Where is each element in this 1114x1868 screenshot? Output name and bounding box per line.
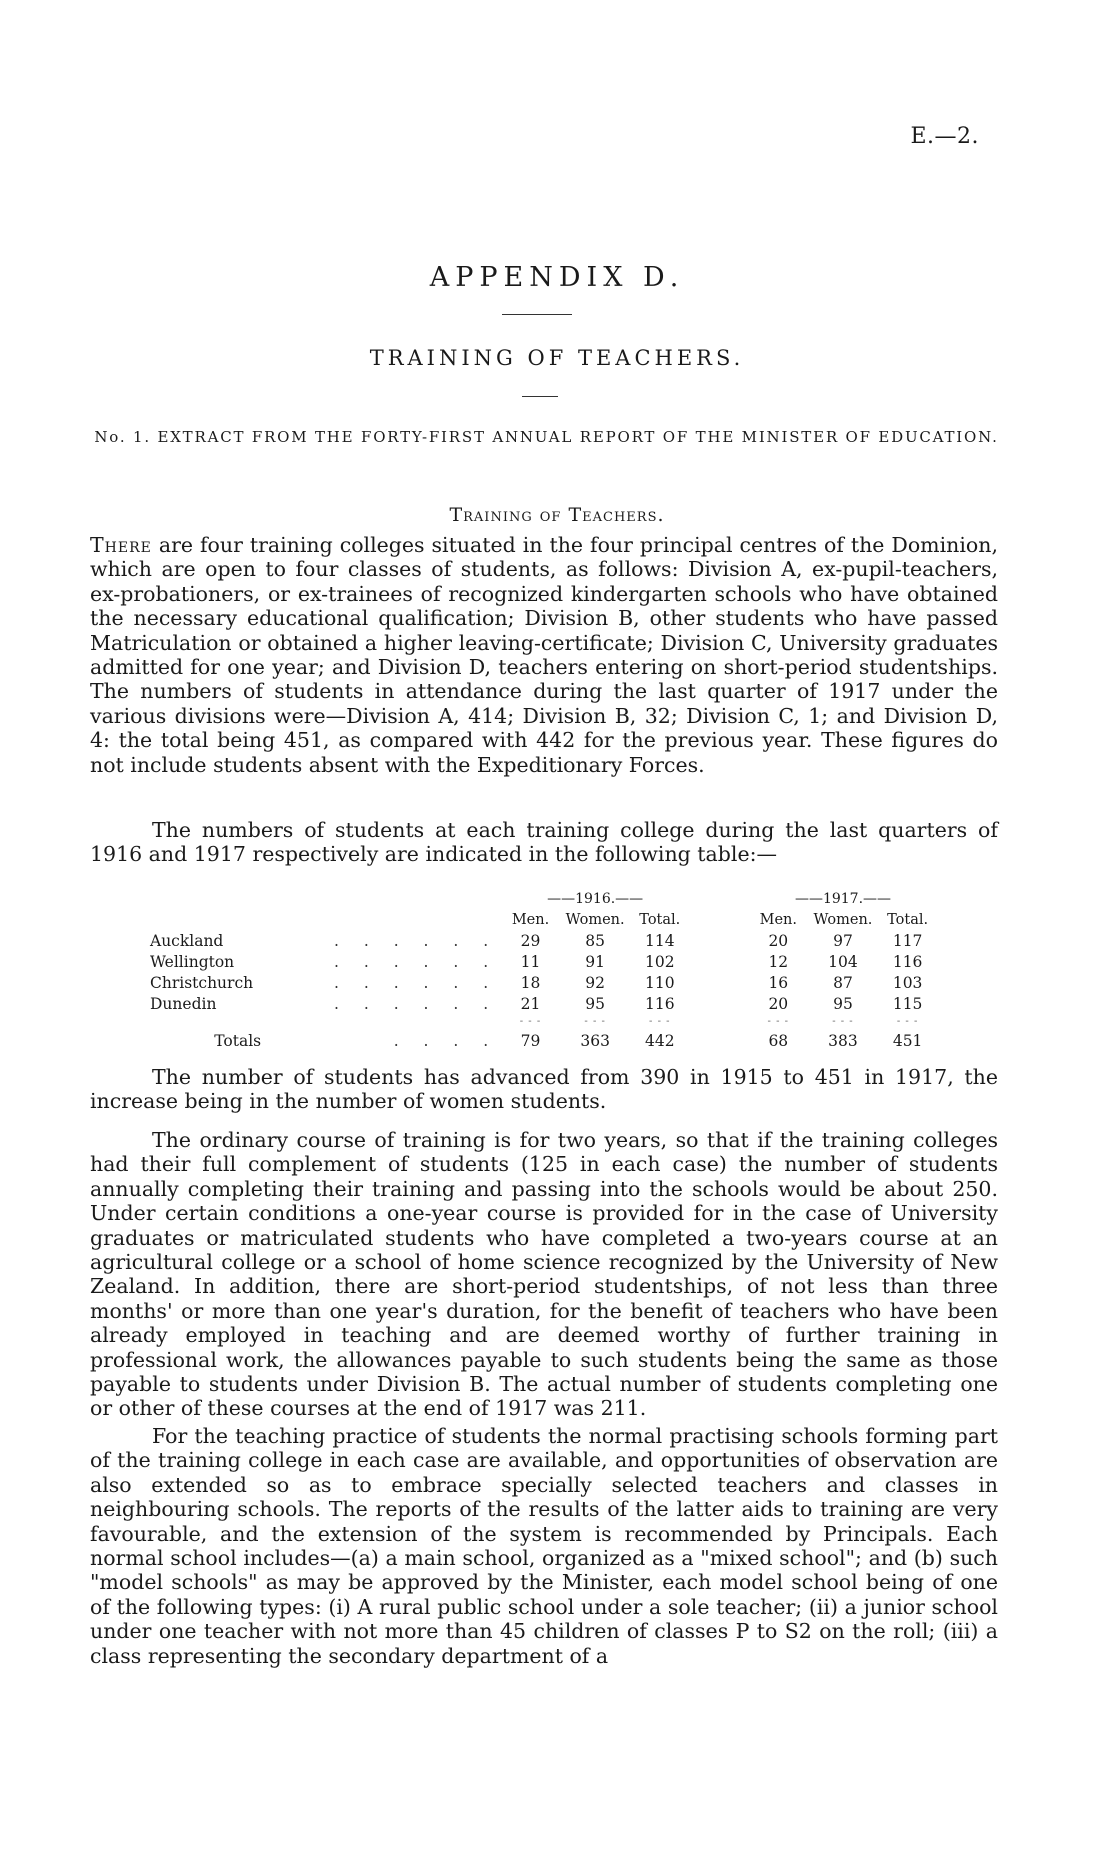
table-cell: 85 (585, 931, 606, 950)
table-cell: 442 (644, 1032, 675, 1050)
page-reference: E.—2. (910, 124, 979, 149)
leader-dots: . . . . . . (333, 994, 499, 1013)
table-cell: 110 (644, 973, 675, 992)
table-spacer (261, 910, 498, 930)
column-header: Total. (887, 912, 929, 928)
table-spacer (150, 910, 261, 930)
sum-rule: - - - (767, 1015, 790, 1027)
table-cell: 363 (580, 1032, 610, 1050)
table-spacer (692, 951, 746, 972)
paragraph: The number of students has advanced from 390 in 1915 to 451 in 1917, the increase being in the number of women students. (90, 1065, 998, 1114)
paragraph-lead: There (90, 533, 152, 557)
sum-rule: - - - (584, 1015, 606, 1027)
leader-dots: . . . . (393, 1032, 499, 1050)
table-cell: 116 (644, 994, 675, 1013)
column-header: Men. (511, 912, 550, 928)
paragraph (90, 533, 998, 777)
table-cell: 18 (520, 973, 541, 992)
table-cell: 117 (892, 931, 923, 950)
table-spacer (261, 1014, 498, 1028)
sum-rule: - - - (832, 1015, 854, 1027)
row-label: Dunedin (150, 994, 217, 1013)
table-spacer (692, 888, 746, 910)
totals-row (150, 1028, 940, 1054)
divider-rule (522, 396, 558, 397)
year-header-1917: ——1917.—— (794, 891, 892, 907)
table-cell: 383 (828, 1032, 858, 1050)
students-table (150, 888, 940, 1054)
table-row (150, 972, 940, 993)
table-row (150, 951, 940, 972)
table-row (150, 993, 940, 1014)
sum-rule: - - - (896, 1015, 919, 1027)
sum-rule: - - - (649, 1015, 671, 1027)
sum-rule: - - - (519, 1015, 542, 1027)
table-spacer (150, 1014, 261, 1028)
totals-label: Totals (214, 1032, 262, 1050)
table-cell: 11 (520, 952, 541, 971)
column-header: Men. (759, 912, 797, 928)
table-cell: 451 (892, 1032, 923, 1050)
paragraph: The numbers of students at each training college during the last quarters of 1916 and 1917 respectively are indicated in the following table:— (90, 818, 998, 867)
table-cell: 103 (892, 973, 923, 992)
column-header: Women. (565, 912, 625, 928)
extract-title: No. 1. EXTRACT FROM THE FORTY-FIRST ANNUAL REPORT OF THE MINISTER OF EDUCATION. (94, 428, 999, 446)
appendix-title: APPENDIX D. (429, 262, 685, 293)
row-label: Christchurch (150, 973, 254, 992)
section-heading: Training of Teachers. (449, 504, 665, 526)
table-row (150, 930, 940, 951)
table-cell: 97 (833, 931, 853, 950)
leader-dots: . . . . . . (333, 931, 499, 950)
table-cell: 29 (520, 931, 541, 950)
leader-dots: . . . . . . (333, 952, 499, 971)
table-spacer (692, 972, 746, 993)
table-cell: 68 (768, 1032, 789, 1050)
table-spacer (692, 930, 746, 951)
table-cell: 104 (828, 952, 858, 971)
paragraph: The ordinary course of training is for two years, so that if the training colleges had their full complement of students (125 in each case) the number of students annually completing their training and passing into the schools would be about 250. Under certain conditions a one-year course is provided for in the case of University graduates or matriculated students who have completed a two-years course at an agricultural college or a school of home science recognized by the University of New Zealand. In addition, there are short-period studentships, of not less than three months' or more than one year's duration, for the benefit of teachers who have been already employed in teaching and are deemed worthy of further training in professional work, the allowances payable to such students being the same as those payable to students under Division B. The actual number of students completing one or other of these courses at the end of 1917 was 211. (90, 1128, 998, 1421)
table-spacer (150, 888, 261, 910)
row-label: Wellington (150, 952, 235, 971)
column-header: Total. (639, 912, 681, 928)
table-cell: 92 (585, 973, 606, 992)
row-label: Auckland (150, 931, 224, 950)
table-cell: 87 (833, 973, 853, 992)
column-header: Women. (813, 912, 873, 928)
leader-dots: . . . . . . (333, 973, 499, 992)
table-cell: 16 (768, 973, 789, 992)
paragraph: For the teaching practice of students the normal practising schools forming part of the training college in each case are available, and opportunities of observation are also extended so as to embrace specially selected teachers and classes in neighbouring schools. The reports of the results of the latter aids to training are very favourable, and the extension of the system is recommended by Principals. Each normal school includes—(a) a main school, organized as a "mixed school"; and (b) such "model schools" as may be approved by the Minister, each model school being of one of the following types: (i) A rural public school under a sole teacher; (ii) a junior school under one teacher with not more than 45 children of classes P to S2 on the roll; (iii) a class representing the secondary department of a (90, 1424, 998, 1668)
table-cell: 12 (768, 952, 789, 971)
table-cell: 116 (892, 952, 923, 971)
table-spacer (692, 1014, 746, 1028)
table-cell: 79 (520, 1032, 541, 1050)
table-cell: 102 (644, 952, 675, 971)
table-cell: 91 (585, 952, 606, 971)
table-cell: 115 (892, 994, 923, 1013)
table-spacer (692, 993, 746, 1014)
table-cell: 21 (520, 994, 541, 1013)
training-title: TRAINING OF TEACHERS. (369, 346, 745, 370)
table-cell: 114 (644, 931, 675, 950)
table-spacer (692, 1028, 746, 1054)
table-cell: 20 (768, 931, 789, 950)
table-spacer (261, 888, 498, 910)
table-cell: 95 (585, 994, 606, 1013)
divider-rule (502, 314, 572, 315)
table-cell: 95 (833, 994, 853, 1013)
paragraph-text: are four training colleges situated in the four principal centres of the Dominion, which are open to four classes of students, as follows: Division A, ex-pupil-teachers, ex-probationers, or ex-trainees of recognized kindergarten schools who have obtained the necessary educational qualification; Division B, other students who have passed Matriculation or obtained a higher leaving-certificate; Division C, University graduates admitted for one year; and Division D, teachers entering on short-period studentships. The numbers of students in attendance during the last quarter of 1917 under the various divisions were—Division A, 414; Division B, 32; Division C, 1; and Division D, 4: the total being 451, as compared with 442 for the previous year. These figures do not include students absent with the Expeditionary Forces. (90, 533, 998, 777)
table-spacer (692, 910, 746, 930)
year-header-1916: ——1916.—— (547, 891, 644, 907)
table-cell: 20 (768, 994, 789, 1013)
